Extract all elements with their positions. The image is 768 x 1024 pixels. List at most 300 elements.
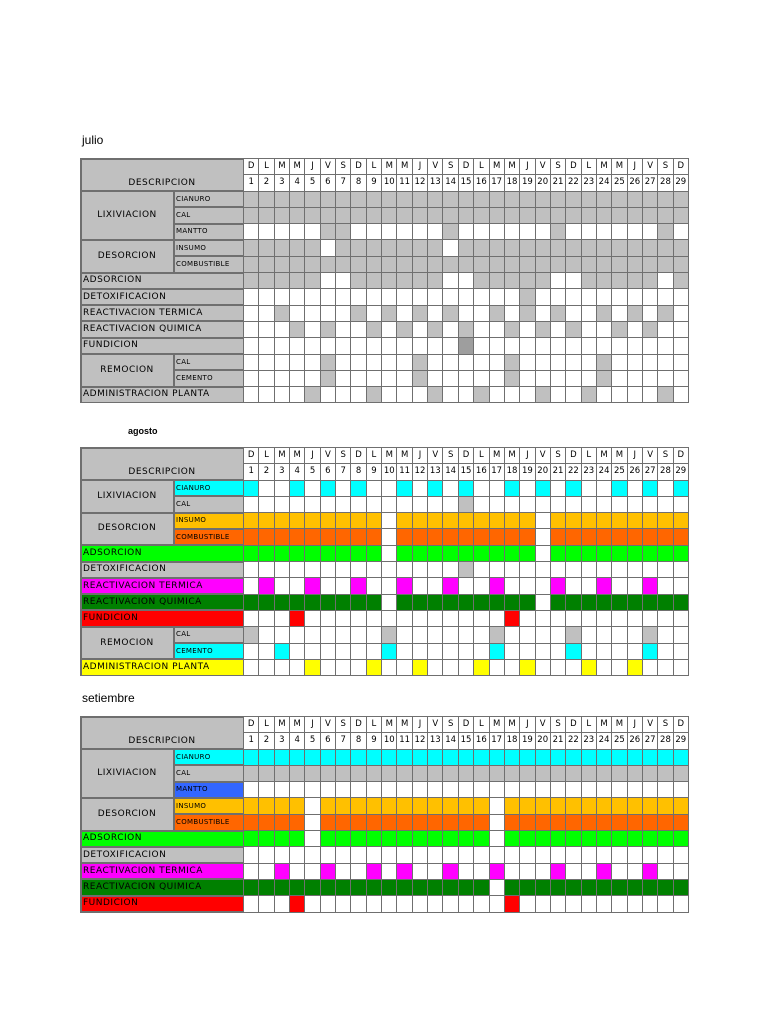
day-cell (336, 305, 351, 321)
day-letter: D (458, 448, 473, 464)
day-cell (504, 562, 519, 578)
day-cell (412, 529, 427, 545)
day-cell (351, 207, 366, 223)
day-cell (382, 578, 397, 594)
day-cell (305, 831, 320, 847)
day-cell (412, 207, 427, 223)
day-cell (412, 338, 427, 354)
day-cell (581, 305, 596, 321)
day-number: 17 (489, 175, 504, 191)
day-cell (520, 529, 535, 545)
day-cell (397, 207, 412, 223)
day-cell (550, 610, 565, 626)
day-cell (627, 513, 642, 529)
process-label: ADSORCION (81, 545, 244, 561)
day-cell (474, 879, 489, 895)
day-cell (504, 594, 519, 610)
day-cell (366, 370, 381, 386)
day-number: 10 (382, 175, 397, 191)
day-cell (504, 513, 519, 529)
day-cell (673, 273, 688, 289)
day-number: 26 (627, 175, 642, 191)
day-cell (259, 191, 274, 207)
day-cell (397, 863, 412, 879)
day-cell (336, 782, 351, 798)
day-cell (320, 273, 335, 289)
day-cell (443, 578, 458, 594)
day-cell (642, 814, 657, 830)
day-cell (535, 749, 550, 765)
day-cell (474, 847, 489, 863)
day-cell (351, 256, 366, 272)
day-cell (612, 847, 627, 863)
day-cell (366, 305, 381, 321)
day-cell (244, 354, 259, 370)
day-cell (244, 879, 259, 895)
day-cell (627, 256, 642, 272)
day-cell (274, 529, 289, 545)
day-cell (397, 480, 412, 496)
day-letter: M (504, 448, 519, 464)
day-letter: J (305, 717, 320, 733)
day-cell (336, 765, 351, 781)
day-cell (351, 305, 366, 321)
day-cell (397, 513, 412, 529)
day-cell (443, 496, 458, 512)
day-cell (474, 765, 489, 781)
process-group-label: LIXIVIACION (81, 480, 174, 513)
day-cell (489, 643, 504, 659)
day-number: 1 (244, 733, 259, 749)
day-cell (382, 387, 397, 403)
day-cell (397, 256, 412, 272)
day-cell (428, 798, 443, 814)
day-cell (535, 529, 550, 545)
day-cell (474, 513, 489, 529)
day-number: 6 (320, 175, 335, 191)
day-cell (520, 814, 535, 830)
day-cell (382, 370, 397, 386)
day-cell (658, 338, 673, 354)
day-cell (658, 354, 673, 370)
day-cell (673, 782, 688, 798)
day-cell (673, 879, 688, 895)
day-cell (627, 831, 642, 847)
day-letter: S (336, 159, 351, 175)
day-cell (673, 610, 688, 626)
day-number: 7 (336, 464, 351, 480)
day-cell (290, 387, 305, 403)
day-letter: L (366, 717, 381, 733)
schedule-row (81, 847, 689, 863)
day-cell (320, 370, 335, 386)
day-cell (581, 529, 596, 545)
day-cell (382, 240, 397, 256)
day-cell (581, 765, 596, 781)
day-cell (550, 224, 565, 240)
day-cell (458, 627, 473, 643)
day-cell (520, 863, 535, 879)
day-cell (535, 814, 550, 830)
day-cell (320, 879, 335, 895)
day-cell (642, 387, 657, 403)
day-cell (443, 765, 458, 781)
day-cell (520, 513, 535, 529)
day-cell (443, 610, 458, 626)
day-cell (336, 643, 351, 659)
day-letter: M (596, 159, 611, 175)
day-cell (458, 480, 473, 496)
day-letter: S (443, 159, 458, 175)
day-cell (581, 545, 596, 561)
day-cell (489, 659, 504, 675)
day-cell (458, 370, 473, 386)
day-cell (658, 863, 673, 879)
day-cell (642, 782, 657, 798)
day-cell (244, 305, 259, 321)
day-letter: L (581, 448, 596, 464)
month-title-julio: julio (82, 133, 104, 147)
day-number: 16 (474, 733, 489, 749)
day-letter: J (627, 448, 642, 464)
day-cell (428, 643, 443, 659)
day-cell (290, 224, 305, 240)
day-cell (259, 627, 274, 643)
schedule-row (81, 289, 689, 305)
day-cell (397, 782, 412, 798)
schedule-row (81, 578, 689, 594)
day-number: 25 (612, 733, 627, 749)
day-cell (290, 289, 305, 305)
day-cell (612, 480, 627, 496)
day-cell (274, 240, 289, 256)
month-title-setiembre: setiembre (82, 691, 135, 705)
day-cell (382, 610, 397, 626)
day-cell (290, 256, 305, 272)
day-cell (504, 305, 519, 321)
day-letter: M (397, 159, 412, 175)
day-cell (550, 207, 565, 223)
day-letter: M (489, 448, 504, 464)
day-cell (412, 863, 427, 879)
day-cell (412, 578, 427, 594)
day-number: 2 (259, 175, 274, 191)
day-cell (474, 273, 489, 289)
day-cell (658, 749, 673, 765)
day-cell (673, 896, 688, 912)
day-number: 19 (520, 175, 535, 191)
day-number: 23 (581, 175, 596, 191)
day-cell (290, 578, 305, 594)
day-cell (412, 480, 427, 496)
day-cell (259, 207, 274, 223)
day-cell (305, 562, 320, 578)
day-cell (305, 765, 320, 781)
day-number: 5 (305, 175, 320, 191)
day-cell (428, 847, 443, 863)
day-cell (458, 273, 473, 289)
subprocess-label: INSUMO (174, 513, 244, 529)
day-cell (520, 191, 535, 207)
day-cell (443, 256, 458, 272)
subprocess-label: CIANURO (174, 749, 244, 765)
day-cell (443, 305, 458, 321)
day-cell (627, 289, 642, 305)
day-letter: D (673, 159, 688, 175)
day-cell (443, 879, 458, 895)
day-cell (489, 256, 504, 272)
day-cell (627, 273, 642, 289)
day-cell (566, 627, 581, 643)
day-cell (627, 879, 642, 895)
day-cell (642, 798, 657, 814)
day-cell (412, 224, 427, 240)
day-cell (412, 749, 427, 765)
day-cell (274, 562, 289, 578)
day-cell (274, 305, 289, 321)
day-cell (504, 749, 519, 765)
day-cell (397, 545, 412, 561)
day-cell (658, 496, 673, 512)
day-number: 13 (428, 175, 443, 191)
day-cell (366, 273, 381, 289)
day-cell (305, 240, 320, 256)
day-cell (443, 191, 458, 207)
day-cell (581, 513, 596, 529)
day-cell (474, 896, 489, 912)
day-cell (627, 529, 642, 545)
day-cell (366, 798, 381, 814)
day-number: 20 (535, 733, 550, 749)
schedule-row (81, 896, 689, 912)
day-cell (642, 480, 657, 496)
day-cell (366, 594, 381, 610)
day-cell (474, 578, 489, 594)
day-cell (382, 782, 397, 798)
day-number: 22 (566, 733, 581, 749)
day-cell (305, 387, 320, 403)
day-cell (489, 191, 504, 207)
process-group-label: DESORCION (81, 798, 174, 831)
day-cell (658, 224, 673, 240)
day-cell (520, 207, 535, 223)
day-letter: S (336, 717, 351, 733)
day-cell (566, 529, 581, 545)
day-cell (290, 765, 305, 781)
day-cell (290, 798, 305, 814)
day-cell (489, 513, 504, 529)
day-cell (382, 896, 397, 912)
day-cell (290, 847, 305, 863)
process-label: REACTIVACION QUIMICA (81, 594, 244, 610)
day-cell (336, 847, 351, 863)
day-cell (274, 545, 289, 561)
day-cell (596, 847, 611, 863)
day-cell (673, 338, 688, 354)
day-letter: L (474, 717, 489, 733)
day-cell (351, 321, 366, 337)
day-cell (320, 594, 335, 610)
day-cell (658, 643, 673, 659)
day-cell (428, 765, 443, 781)
day-cell (290, 879, 305, 895)
day-cell (596, 224, 611, 240)
day-cell (305, 798, 320, 814)
day-cell (382, 338, 397, 354)
day-cell (673, 370, 688, 386)
day-cell (290, 863, 305, 879)
day-cell (443, 289, 458, 305)
day-cell (443, 480, 458, 496)
day-cell (596, 545, 611, 561)
day-cell (428, 659, 443, 675)
day-cell (443, 321, 458, 337)
day-cell (244, 863, 259, 879)
day-cell (274, 627, 289, 643)
day-cell (504, 529, 519, 545)
day-cell (320, 749, 335, 765)
day-cell (382, 831, 397, 847)
day-cell (259, 594, 274, 610)
day-cell (489, 305, 504, 321)
day-cell (428, 240, 443, 256)
subprocess-label: CAL (174, 207, 244, 223)
day-cell (489, 594, 504, 610)
day-cell (259, 545, 274, 561)
day-cell (458, 831, 473, 847)
day-cell (382, 879, 397, 895)
day-cell (366, 545, 381, 561)
day-cell (351, 578, 366, 594)
process-label: REACTIVACION QUIMICA (81, 879, 244, 895)
day-cell (428, 273, 443, 289)
day-cell (535, 338, 550, 354)
day-cell (520, 273, 535, 289)
day-cell (320, 610, 335, 626)
day-cell (658, 545, 673, 561)
subprocess-label: CAL (174, 496, 244, 512)
day-cell (244, 847, 259, 863)
day-cell (581, 627, 596, 643)
day-cell (412, 562, 427, 578)
day-cell (627, 354, 642, 370)
day-cell (412, 305, 427, 321)
day-cell (504, 338, 519, 354)
day-cell (274, 321, 289, 337)
day-cell (397, 321, 412, 337)
day-cell (596, 814, 611, 830)
day-cell (612, 240, 627, 256)
day-cell (642, 610, 657, 626)
day-cell (351, 814, 366, 830)
day-letter: M (290, 159, 305, 175)
day-cell (581, 879, 596, 895)
day-cell (489, 370, 504, 386)
day-cell (612, 289, 627, 305)
day-cell (290, 814, 305, 830)
day-cell (673, 207, 688, 223)
day-cell (581, 594, 596, 610)
descripcion-header: DESCRIPCION (81, 717, 244, 750)
day-cell (336, 578, 351, 594)
day-cell (566, 273, 581, 289)
day-cell (596, 496, 611, 512)
day-cell (673, 814, 688, 830)
day-cell (397, 273, 412, 289)
day-cell (259, 387, 274, 403)
day-cell (535, 305, 550, 321)
day-cell (596, 354, 611, 370)
day-cell (673, 578, 688, 594)
day-cell (520, 643, 535, 659)
day-letter: J (627, 159, 642, 175)
day-cell (581, 643, 596, 659)
day-cell (673, 305, 688, 321)
day-cell (474, 256, 489, 272)
day-cell (320, 256, 335, 272)
day-cell (336, 224, 351, 240)
day-cell (581, 578, 596, 594)
day-cell (612, 338, 627, 354)
day-cell (489, 529, 504, 545)
day-number: 18 (504, 464, 519, 480)
day-cell (642, 627, 657, 643)
day-cell (550, 831, 565, 847)
day-cell (658, 879, 673, 895)
day-cell (504, 847, 519, 863)
day-cell (336, 749, 351, 765)
day-cell (305, 321, 320, 337)
day-number: 6 (320, 464, 335, 480)
day-cell (596, 879, 611, 895)
day-cell (535, 562, 550, 578)
descripcion-header: DESCRIPCION (81, 159, 244, 192)
day-cell (627, 338, 642, 354)
day-cell (566, 798, 581, 814)
day-cell (412, 643, 427, 659)
day-cell (627, 240, 642, 256)
day-cell (581, 480, 596, 496)
day-cell (443, 896, 458, 912)
day-number: 4 (290, 464, 305, 480)
day-cell (412, 627, 427, 643)
day-cell (566, 545, 581, 561)
day-letter: M (489, 717, 504, 733)
day-cell (412, 513, 427, 529)
day-cell (244, 627, 259, 643)
day-cell (489, 831, 504, 847)
day-number: 9 (366, 464, 381, 480)
day-cell (642, 256, 657, 272)
day-cell (274, 643, 289, 659)
day-cell (351, 240, 366, 256)
day-cell (443, 338, 458, 354)
day-cell (382, 594, 397, 610)
day-letter: D (458, 159, 473, 175)
day-cell (627, 594, 642, 610)
day-cell (627, 765, 642, 781)
day-cell (274, 578, 289, 594)
day-cell (244, 765, 259, 781)
day-letter: D (351, 448, 366, 464)
day-cell (520, 798, 535, 814)
day-cell (627, 627, 642, 643)
day-cell (504, 387, 519, 403)
day-cell (642, 847, 657, 863)
day-number: 1 (244, 175, 259, 191)
day-cell (520, 879, 535, 895)
day-letter: D (673, 448, 688, 464)
